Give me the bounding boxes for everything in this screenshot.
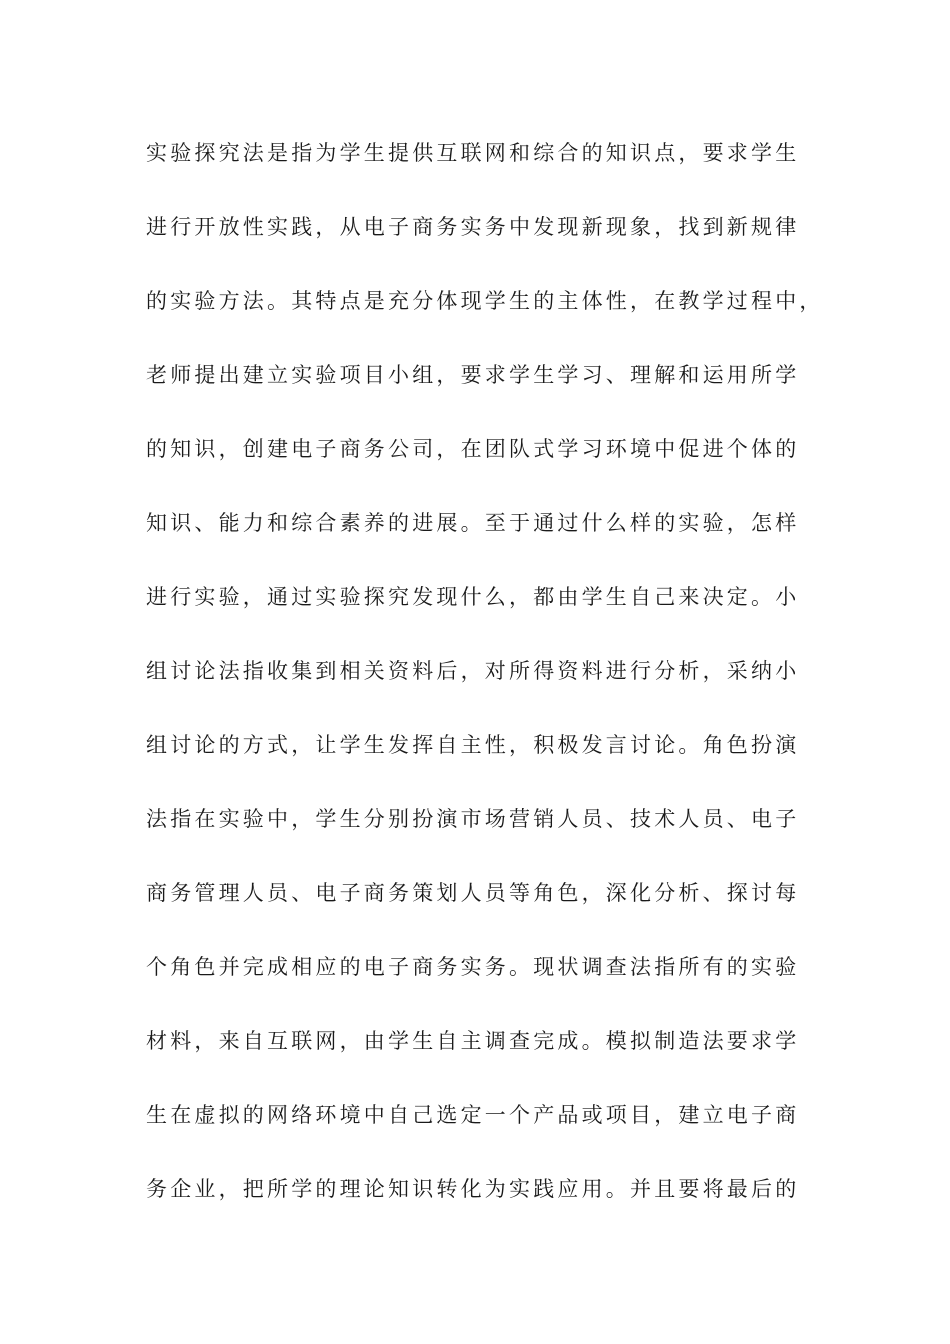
text-line: 老师提出建立实验项目小组，要求学生学习、理解和运用所学	[146, 363, 800, 387]
text-line: 商务管理人员、电子商务策划人员等角色，深化分析、探讨每	[146, 881, 800, 905]
text-line: 个角色并完成相应的电子商务实务。现状调查法指所有的实验	[146, 955, 800, 979]
text-line: 的实验方法。其特点是充分体现学生的主体性，在教学过程中，	[146, 289, 824, 313]
body-paragraph	[146, 134, 826, 1244]
text-line: 知识、能力和综合素养的进展。至于通过什么样的实验，怎样	[146, 511, 800, 535]
text-line: 的知识，创建电子商务公司，在团队式学习环境中促进个体的	[146, 437, 800, 461]
text-line: 进行开放性实践，从电子商务实务中发现新现象，找到新规律	[146, 215, 800, 239]
text-line: 生在虚拟的网络环境中自己选定一个产品或项目，建立电子商	[146, 1103, 800, 1127]
text-line: 法指在实验中，学生分别扮演市场营销人员、技术人员、电子	[146, 807, 800, 831]
text-line: 务企业，把所学的理论知识转化为实践应用。并且要将最后的	[146, 1177, 800, 1201]
text-line: 材料，来自互联网，由学生自主调查完成。模拟制造法要求学	[146, 1029, 800, 1053]
text-line: 实验探究法是指为学生提供互联网和综合的知识点，要求学生	[146, 141, 800, 165]
text-line: 组讨论法指收集到相关资料后，对所得资料进行分析，采纳小	[146, 659, 800, 683]
text-line: 组讨论的方式，让学生发挥自主性，积极发言讨论。角色扮演	[146, 733, 800, 757]
text-line: 进行实验，通过实验探究发现什么，都由学生自己来决定。小	[146, 585, 800, 609]
